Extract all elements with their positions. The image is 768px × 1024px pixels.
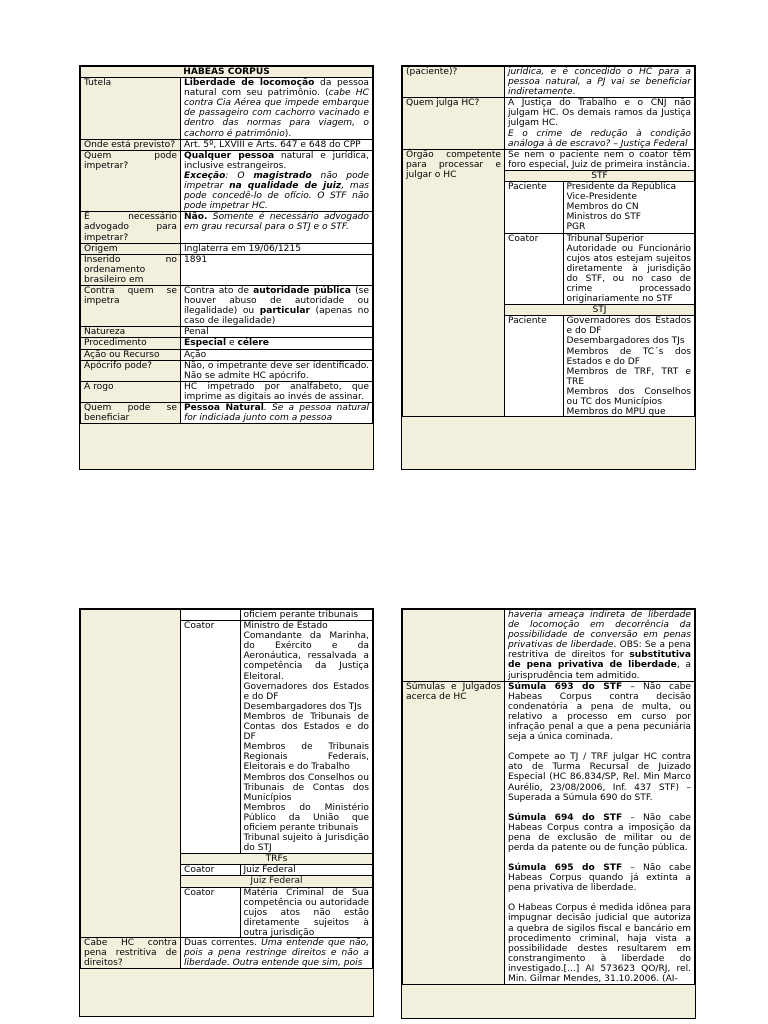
- row-label-empty: [403, 610, 505, 682]
- competence-subtable-cont: [181, 610, 372, 938]
- sumula-693: Súmula 693 do STF – Não cabe Habeas Corpus contra decisão condenatória a pena de multa, ou relativo a processo em curso por infração penal a que a pena pecuniária seja a única cominada.: [508, 681, 691, 743]
- row-content-origem: Inglaterra em 19/06/1215: [181, 243, 373, 254]
- row-content-rogo: HC impetrado por analfabeto, que imprime as digitais ao invés de assinar.: [181, 381, 373, 402]
- row-content-previsto: Art. 5º, LXVIII e Arts. 647 e 648 do CPP: [181, 139, 373, 150]
- table-row: [81, 78, 373, 140]
- row-label-sumulas: Súmulas e Julgados acerca de HC: [403, 681, 505, 984]
- row-label-orgao: Órgão competente para processar e julgar o HC: [403, 149, 505, 416]
- sub-label-empty: [181, 610, 240, 621]
- row-label-natureza: Natureza: [81, 327, 181, 338]
- sub-label-coator: Coator: [181, 865, 240, 876]
- table-row: [403, 610, 695, 682]
- row-label-restritiva: Cabe HC contra pena restritiva de direitos?: [81, 938, 181, 969]
- page-panel-4: [401, 608, 696, 1019]
- table-row: [81, 938, 373, 969]
- table-row: [81, 243, 373, 254]
- table-title: HABEAS CORPUS: [81, 67, 373, 78]
- table-row: [505, 182, 694, 233]
- row-content-sumulas: [505, 681, 695, 984]
- sub-content-jf-coator: Matéria Criminal de Sua competência ou autoridade cujos atos não estão diretamente sujeitos à outra jurisdição: [240, 887, 372, 938]
- page-panel-2: [401, 65, 696, 470]
- table-row: [81, 139, 373, 150]
- sub-content-stf-coator: Tribunal Superior Autoridade ou Funcionário cujos atos estejam sujeitos diretamente à jurisdição do STF, ou no caso de crime processado originariamente no STF: [563, 233, 694, 305]
- row-content-inserido: 1891: [181, 254, 373, 285]
- row-label-origem: Origem: [81, 243, 181, 254]
- hc-table-part-1: [80, 66, 373, 424]
- subheader-stj: STJ: [505, 305, 694, 316]
- row-label-inserido: Inserido no ordenamento brasileiro em: [81, 254, 181, 285]
- row-content-contra: Contra ato de autoridade pública (se houver abuso de autoridade ou ilegalidade) ou particular (apenas no caso de ilegalidade): [181, 285, 373, 326]
- sub-content-top: oficiem perante tribunais: [240, 610, 372, 621]
- row-label-impetrar: Quem pode impetrar?: [81, 150, 181, 212]
- row-label-advogado: É necessário advogado para impetrar?: [81, 212, 181, 243]
- row-content-restritiva-cont: haveria ameaça indireta de liberdade de locomoção em decorrência da possibilidade de conversão em penas privativas de liberdade. OBS: Se a pena restritiva de direitos for substitutiva de pena privativa de liberdade, a jurisprudência tem admitido.: [505, 610, 695, 682]
- subheader-trfs: TRFs: [181, 854, 372, 865]
- table-row: [403, 67, 695, 98]
- hc-table-part-4: [402, 609, 695, 985]
- sumula-695: Súmula 695 do STF – Não cabe Habeas Corpus quando já extinta a pena privativa de liberdade.: [508, 863, 691, 894]
- table-row: [81, 403, 373, 424]
- row-content-acao: Ação: [181, 349, 373, 360]
- sub-label-coator: Coator: [181, 887, 240, 938]
- sub-content-stf-paciente: Presidente da República Vice-Presidente Membros do CN Ministros do STF PGR: [563, 182, 694, 233]
- row-label-paciente: (paciente)?: [403, 67, 505, 98]
- row-label-acao: Ação ou Recurso: [81, 349, 181, 360]
- table-row: [81, 360, 373, 381]
- sub-content-trfs-coator: Juiz Federal: [240, 865, 372, 876]
- table-row: [81, 338, 373, 349]
- row-content-natureza: Penal: [181, 327, 373, 338]
- table-row: [81, 150, 373, 212]
- table-row: [505, 233, 694, 305]
- sub-content-stj-paciente: Governadores dos Estados e do DF Desembargadores dos TJs Membros de TC´s dos Estados e do DF Membros de TRF, TRT e TRE Membros dos Conselhos ou TC dos Municípios Membros do MPU que: [563, 316, 694, 417]
- hc-table-part-3: [80, 609, 373, 969]
- table-row: [81, 327, 373, 338]
- row-label-julga: Quem julga HC?: [403, 98, 505, 149]
- table-row: [403, 149, 695, 416]
- table-row: [81, 212, 373, 243]
- row-content-apocrifo: Não, o impetrante deve ser identificado. Não se admite HC apócrifo.: [181, 360, 373, 381]
- hc-table-part-2: [402, 66, 695, 417]
- table-row: [505, 316, 694, 417]
- row-content-restritiva: Duas correntes. Uma entende que não, pois a pena restringe direitos e não a liberdade. Outra entende que sim, pois: [181, 938, 373, 969]
- row-label-apocrifo: Apócrifo pode?: [81, 360, 181, 381]
- sub-content-stj-coator: Ministro de Estado Comandante da Marinha, do Exército e da Aeronáutica, ressalvada a competência da Justiça Eleitoral. Governadores dos Estados e do DF Desembargadores dos TJs Membros de Tribunais de Contas dos Estados e do DF Membros de Tribunais Regionais Federais, Eleitorais e do Trabalho Membros dos Conselhos ou Tribunais de Contas dos Municípios Membros do Ministério Público da União que oficiem perante tribunais Tribunal sujeito à Jurisdição do STJ: [240, 621, 372, 854]
- row-label-procedimento: Procedimento: [81, 338, 181, 349]
- table-row: [181, 610, 372, 621]
- row-label-previsto: Onde está previsto?: [81, 139, 181, 150]
- sub-label-coator: Coator: [181, 621, 240, 854]
- subheader-juiz-federal: Juiz Federal: [181, 876, 372, 887]
- table-row: [81, 610, 373, 938]
- sumula-694: Súmula 694 do STF – Não cabe Habeas Corpus contra a imposição da pena de exclusão de militar ou de perda da patente ou de função pública.: [508, 812, 691, 853]
- table-row: [81, 254, 373, 285]
- julgado-quebra-sigilo: O Habeas Corpus é medida idônea para impugnar decisão judicial que autoriza a quebra de sigilos fiscal e bancário em procedimento criminal, haja vista a possibilidade destes resultarem em constrangimento à liberdade do investigado.[...] AI 573623 QO/RJ, rel. Min. Gilmar Mendes, 31.10.2006. (AI-: [508, 903, 691, 984]
- table-row: [181, 621, 372, 854]
- page-panel-3: [79, 608, 374, 1017]
- table-row: [181, 865, 372, 876]
- row-content-tutela: Liberdade de locomoção da pessoa natural com seu patrimônio. (cabe HC contra Cia Aérea que impede embarque de passageiro com cachorro vacinado e dentro das normas para viagem, o cachorro é patrimônio).: [181, 78, 373, 140]
- row-content-orgao: [505, 149, 695, 416]
- row-content-impetrar: Qualquer pessoa natural e jurídica, inclusive estrangeiros. Exceção: O magistrado não pode impetrar na qualidade de juiz, mas pode concedê-lo de ofício. O STF não pode impetrar HC.: [181, 150, 373, 212]
- table-row: [181, 887, 372, 938]
- table-row: [403, 681, 695, 984]
- row-content-advogado: Não. Somente é necessário advogado em grau recursal para o STJ e o STF.: [181, 212, 373, 243]
- page-panel-1: [79, 65, 374, 470]
- row-label-rogo: A rogo: [81, 381, 181, 402]
- subheader-stf: STF: [505, 170, 694, 181]
- julgado-turma-recursal: Compete ao TJ / TRF julgar HC contra ato de Turma Recursal de Juizado Especial (HC 86.834/SP, Rel. Min Marco Aurélio, 23/08/2006, Inf. 437 STF) – Superada a Súmula 690 do STF.: [508, 752, 691, 803]
- table-row: [81, 285, 373, 326]
- row-content-paciente: jurídica, e é concedido o HC para a pessoa natural, a PJ vai se beneficiar indiretamente.: [505, 67, 695, 98]
- sub-label-paciente: Paciente: [505, 182, 563, 233]
- row-label-empty: [81, 610, 181, 938]
- row-content-julga: A Justiça do Trabalho e o CNJ não julgam HC. Os demais ramos da Justiça julgam HC. E o crime de redução à condição análoga à de escravo? – Justiça Federal: [505, 98, 695, 149]
- competence-subtable: [505, 170, 694, 417]
- row-content-competence-cont: [181, 610, 373, 938]
- table-row: [81, 381, 373, 402]
- orgao-intro: Se nem o paciente nem o coator têm foro especial, Juiz de primeira instância.: [508, 149, 691, 170]
- sub-label-coator: Coator: [505, 233, 563, 305]
- row-label-tutela: Tutela: [81, 78, 181, 140]
- sub-label-paciente: Paciente: [505, 316, 563, 417]
- table-row: [403, 98, 695, 149]
- row-content-procedimento: Especial e célere: [181, 338, 373, 349]
- table-row: [81, 349, 373, 360]
- row-label-beneficiar: Quem pode se beneficiar: [81, 403, 181, 424]
- row-content-beneficiar: Pessoa Natural. Se a pessoa natural for indiciada junto com a pessoa: [181, 403, 373, 424]
- row-label-contra: Contra quem se impetra: [81, 285, 181, 326]
